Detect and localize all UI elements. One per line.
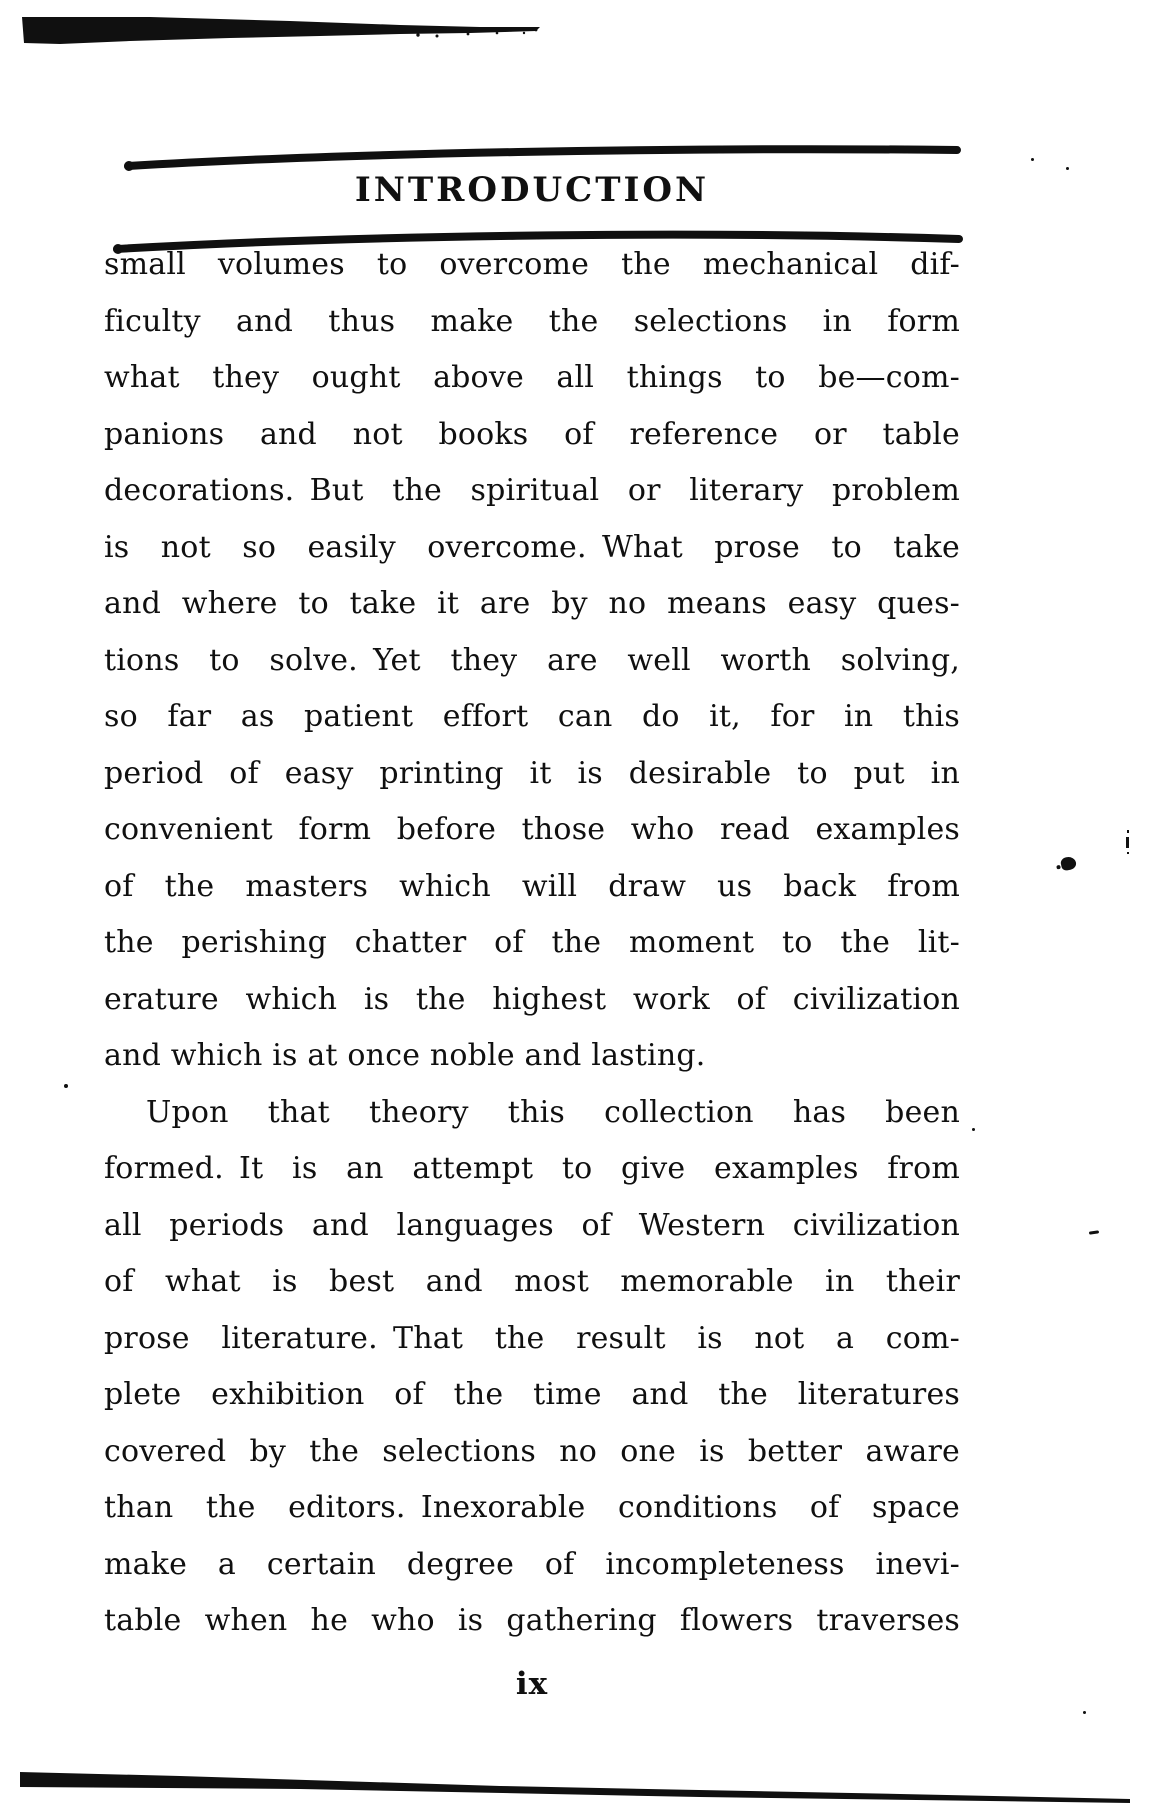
text-line: what they ought above all things to be—com- [104,360,960,395]
text-line: prose literature. That the result is not a com- [104,1320,960,1356]
text-line: tions to solve. Yet they are well worth solving, [104,642,960,678]
text-line: erature which is the highest work of civilization [104,981,960,1017]
text-line: of what is best and most memorable in their [104,1264,960,1299]
page-title: INTRODUCTION [354,170,710,210]
text-line: of the masters which will draw us back from [104,868,960,904]
text-line: small volumes to overcome the mechanical dif- [104,247,960,282]
text-line: and which is at once noble and lasting. [104,1038,706,1073]
text-line: and where to take it are by no means easy ques- [104,586,960,621]
text-line: make a certain degree of incompleteness inevi- [104,1546,960,1582]
text-line: the perishing chatter of the moment to the lit- [104,925,960,960]
ink-speck [64,1084,68,1088]
text-line: convenient form before those who read examples [104,812,960,847]
text-line: table when he who is gathering flowers traverses [104,1603,960,1638]
text-line: panions and not books of reference or table [104,416,960,452]
body-text [104,237,960,1650]
text-line: is not so easily overcome. What prose to take [104,529,960,565]
text-line: ficulty and thus make the selections in form [104,303,960,339]
heading-rule-top [128,149,957,166]
text-line: decorations. But the spiritual or literary problem [104,473,960,508]
scan-smudge-top [22,17,540,44]
page-number: ix [515,1666,549,1702]
text-line: plete exhibition of the time and the literatures [104,1377,960,1412]
text-line: Upon that theory this collection has been [146,1094,960,1130]
text-line: all periods and languages of Western civilization [104,1207,960,1243]
ink-speck [1083,1711,1086,1714]
text-line: than the editors. Inexorable conditions of space [104,1490,960,1525]
ink-speck [1031,158,1034,161]
ink-speck [1066,167,1069,170]
text-line: covered by the selections no one is better aware [104,1433,960,1469]
text-line: so far as patient effort can do it, for in this [104,699,960,734]
scan-smudge-bottom [20,1772,1130,1803]
text-line: period of easy printing it is desirable to put in [104,755,960,791]
ink-speck [972,1128,975,1131]
text-line: formed. It is an attempt to give examples from [104,1151,960,1186]
ink-mark [1126,830,1130,854]
